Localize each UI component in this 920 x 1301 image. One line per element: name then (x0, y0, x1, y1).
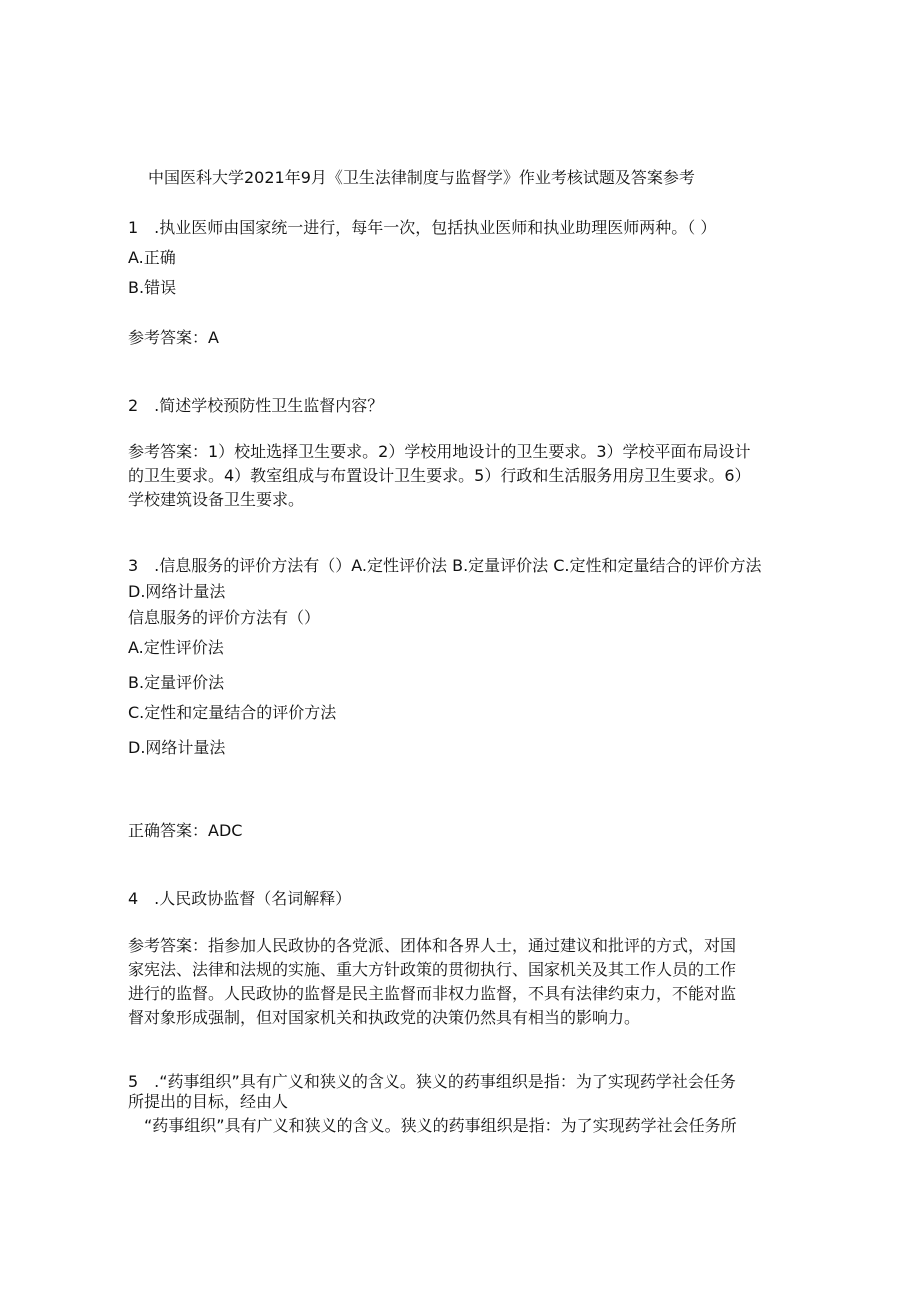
q2-answer-line-3: 学校建筑设备卫生要求。 (128, 490, 305, 509)
q4-stem: 4 .人民政协监督（名词解释） (128, 889, 352, 908)
q2-stem: 2 .简述学校预防性卫生监督内容？ (128, 396, 384, 415)
q3-restated-stem: 信息服务的评价方法有（） (128, 608, 321, 627)
q5-stem-line-2: 所提出的目标，经由人 (128, 1092, 289, 1111)
q4-answer-line-2: 家宪法、法律和法规的实施、重大方针政策的贯彻执行、国家机关及其工作人员的工作 (128, 960, 737, 979)
q1-option-a: A.正确 (128, 248, 176, 267)
q3-stem-line-1: 3 .信息服务的评价方法有（）A.定性评价法 B.定量评价法 C.定性和定量结合的评价方法 (128, 556, 762, 575)
q3-option-d: D.网络计量法 (128, 738, 226, 757)
q4-answer-line-4: 督对象形成强制，但对国家机关和执政党的决策仍然具有相当的影响力。 (128, 1008, 641, 1027)
q1-stem: 1 .执业医师由国家统一进行，每年一次，包括执业医师和执业助理医师两种。（ ） (128, 218, 717, 237)
q3-option-b: B.定量评价法 (128, 673, 225, 692)
q3-answer: 正确答案：ADC (128, 821, 243, 840)
q1-answer: 参考答案：A (128, 328, 219, 347)
q2-answer-line-2: 的卫生要求。4）教室组成与布置设计卫生要求。5）行政和生活服务用房卫生要求。6） (128, 466, 751, 485)
q2-answer-line-1: 参考答案：1）校址选择卫生要求。2）学校用地设计的卫生要求。3）学校平面布局设计 (128, 442, 751, 461)
q3-option-c: C.定性和定量结合的评价方法 (128, 703, 337, 722)
q1-option-b: B.错误 (128, 278, 177, 297)
q3-option-a: A.定性评价法 (128, 638, 224, 657)
q3-stem-line-2: D.网络计量法 (128, 582, 226, 601)
document-title: 中国医科大学2021年9月《卫生法律制度与监督学》作业考核试题及答案参考 (148, 168, 695, 187)
q5-restated-stem: “药事组织”具有广义和狭义的含义。狭义的药事组织是指：为了实现药学社会任务所 (128, 1116, 737, 1135)
q4-answer-line-3: 进行的监督。人民政协的监督是民主监督而非权力监督，不具有法律约束力，不能对监 (128, 984, 737, 1003)
q5-stem-line-1: 5 .“药事组织”具有广义和狭义的含义。狭义的药事组织是指：为了实现药学社会任务 (128, 1072, 736, 1091)
q4-answer-line-1: 参考答案：指参加人民政协的各党派、团体和各界人士，通过建议和批评的方式，对国 (128, 936, 737, 955)
